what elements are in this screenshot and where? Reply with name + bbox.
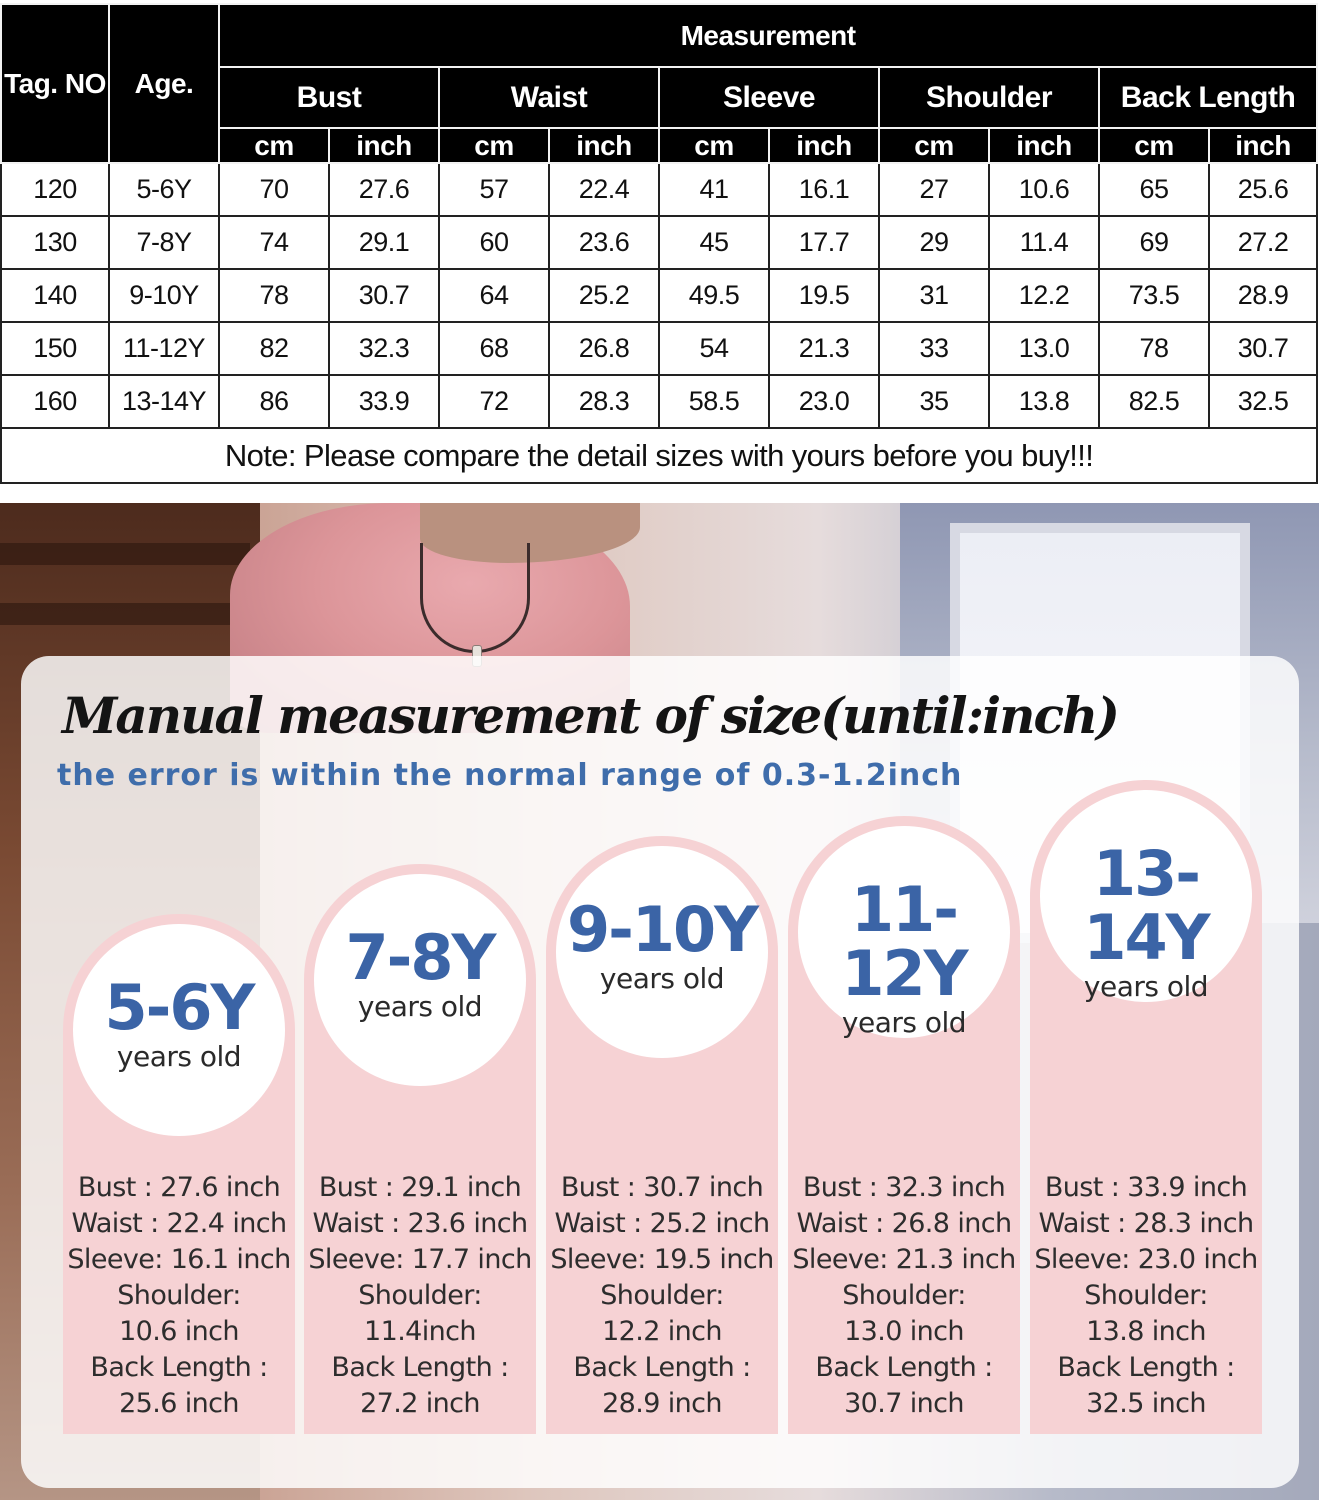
- group-header-back-length: Back Length: [1099, 67, 1317, 128]
- age-label: 13-14Y: [1083, 837, 1209, 974]
- spec-line: 28.9 inch: [602, 1388, 722, 1419]
- table-body: [1, 163, 1317, 428]
- table-row: [1, 269, 1317, 322]
- manual-measurement-title: Manual measurement of size(until:inch): [62, 686, 1118, 745]
- table-cell: 41: [659, 163, 769, 216]
- unit-header: cm: [439, 128, 549, 163]
- unit-header: cm: [659, 128, 769, 163]
- spec-line: Sleeve: 21.3 inch: [792, 1244, 1016, 1275]
- table-row: [1, 375, 1317, 428]
- spec-line: 10.6 inch: [119, 1316, 239, 1347]
- table-cell: 45: [659, 216, 769, 269]
- table-cell: 23.6: [549, 216, 659, 269]
- table-cell: 73.5: [1099, 269, 1209, 322]
- table-cell: 130: [1, 216, 109, 269]
- spec-line: 13.8 inch: [1086, 1316, 1206, 1347]
- size-specs: [546, 1170, 778, 1422]
- table-cell: 23.0: [769, 375, 879, 428]
- age-label: 5-6Y: [104, 971, 254, 1044]
- table-cell: 69: [1099, 216, 1209, 269]
- table-cell: 68: [439, 322, 549, 375]
- unit-header: cm: [1099, 128, 1209, 163]
- size-specs: [1030, 1170, 1262, 1422]
- table-cell: 30.7: [329, 269, 439, 322]
- spec-line: Sleeve: 16.1 inch: [67, 1244, 291, 1275]
- spec-line: 25.6 inch: [119, 1388, 239, 1419]
- table-cell: 150: [1, 322, 109, 375]
- age-circle: [1040, 790, 1252, 1002]
- spec-line: Back Length :: [331, 1352, 509, 1383]
- spec-line: Waist : 22.4 inch: [71, 1208, 287, 1239]
- table-cell: 60: [439, 216, 549, 269]
- unit-header: inch: [329, 128, 439, 163]
- age-circle: [73, 924, 285, 1136]
- size-card-9-10y: [546, 836, 778, 1434]
- measurement-header: Measurement: [219, 4, 1317, 67]
- spec-line: Shoulder:: [600, 1280, 724, 1311]
- table-header-row: [1, 4, 1317, 67]
- table-cell: 120: [1, 163, 109, 216]
- table-cell: 27.6: [329, 163, 439, 216]
- group-header-sleeve: Sleeve: [659, 67, 879, 128]
- spec-line: Waist : 25.2 inch: [554, 1208, 770, 1239]
- spec-line: 30.7 inch: [844, 1388, 964, 1419]
- table-cell: 64: [439, 269, 549, 322]
- table-cell: 82.5: [1099, 375, 1209, 428]
- spec-line: Back Length :: [573, 1352, 751, 1383]
- table-row: [1, 322, 1317, 375]
- table-cell: 22.4: [549, 163, 659, 216]
- spec-line: Shoulder:: [1084, 1280, 1208, 1311]
- spec-line: Back Length :: [815, 1352, 993, 1383]
- age-header: Age.: [109, 4, 219, 163]
- unit-header: inch: [1209, 128, 1317, 163]
- spec-line: 12.2 inch: [602, 1316, 722, 1347]
- spec-line: Sleeve: 23.0 inch: [1034, 1244, 1258, 1275]
- table-cell: 17.7: [769, 216, 879, 269]
- unit-header: inch: [989, 128, 1099, 163]
- age-circle: [798, 826, 1010, 1038]
- table-cell: 35: [879, 375, 989, 428]
- table-cell: 11.4: [989, 216, 1099, 269]
- unit-header: inch: [769, 128, 879, 163]
- table-cell: 10.6: [989, 163, 1099, 216]
- size-specs: [788, 1170, 1020, 1422]
- spec-line: Bust : 30.7 inch: [560, 1172, 764, 1203]
- age-sublabel: years old: [1083, 970, 1209, 1003]
- age-sublabel: years old: [116, 1040, 242, 1073]
- table-cell: 7-8Y: [109, 216, 219, 269]
- age-sublabel: years old: [357, 990, 483, 1023]
- table-row: [1, 163, 1317, 216]
- table-cell: 13.0: [989, 322, 1099, 375]
- table-cell: 9-10Y: [109, 269, 219, 322]
- spec-line: Back Length :: [1057, 1352, 1235, 1383]
- table-cell: 25.2: [549, 269, 659, 322]
- unit-header: inch: [549, 128, 659, 163]
- spec-line: Bust : 33.9 inch: [1044, 1172, 1248, 1203]
- table-cell: 25.6: [1209, 163, 1317, 216]
- table-row: [1, 216, 1317, 269]
- table-cell: 11-12Y: [109, 322, 219, 375]
- table-cell: 65: [1099, 163, 1209, 216]
- spec-line: Shoulder:: [358, 1280, 482, 1311]
- age-sublabel: years old: [599, 962, 725, 995]
- table-cell: 13-14Y: [109, 375, 219, 428]
- size-card-11-12y: [788, 816, 1020, 1434]
- group-header-bust: Bust: [219, 67, 439, 128]
- table-cell: 82: [219, 322, 329, 375]
- table-cell: 54: [659, 322, 769, 375]
- age-label: 9-10Y: [566, 893, 758, 966]
- spec-line: Waist : 28.3 inch: [1038, 1208, 1254, 1239]
- spec-line: Bust : 29.1 inch: [318, 1172, 522, 1203]
- spec-line: 27.2 inch: [360, 1388, 480, 1419]
- age-circle: [314, 874, 526, 1086]
- table-cell: 33: [879, 322, 989, 375]
- table-cell: 140: [1, 269, 109, 322]
- table-cell: 72: [439, 375, 549, 428]
- table-cell: 21.3: [769, 322, 879, 375]
- table-cell: 5-6Y: [109, 163, 219, 216]
- spec-line: Sleeve: 17.7 inch: [308, 1244, 532, 1275]
- table-cell: 27.2: [1209, 216, 1317, 269]
- table-cell: 160: [1, 375, 109, 428]
- necklace: [420, 543, 530, 653]
- table-cell: 29: [879, 216, 989, 269]
- chair-slat: [0, 543, 250, 565]
- manual-measurement-subtitle: the error is within the normal range of 0.3-1.2inch: [57, 758, 963, 793]
- unit-header: cm: [219, 128, 329, 163]
- spec-line: Sleeve: 19.5 inch: [550, 1244, 774, 1275]
- table-cell: 57: [439, 163, 549, 216]
- table-cell: 13.8: [989, 375, 1099, 428]
- spec-line: Shoulder:: [842, 1280, 966, 1311]
- size-card-5-6y: [63, 914, 295, 1434]
- table-cell: 28.3: [549, 375, 659, 428]
- age-label: 11-12Y: [841, 873, 967, 1010]
- unit-header: cm: [879, 128, 989, 163]
- table-cell: 78: [1099, 322, 1209, 375]
- table-cell: 33.9: [329, 375, 439, 428]
- group-header-shoulder: Shoulder: [879, 67, 1099, 128]
- size-specs: [63, 1170, 295, 1422]
- table-cell: 27: [879, 163, 989, 216]
- size-specs: [304, 1170, 536, 1422]
- table-cell: 74: [219, 216, 329, 269]
- tag-no-header: Tag. NO: [1, 4, 109, 163]
- age-label: 7-8Y: [345, 921, 495, 994]
- spec-line: Shoulder:: [117, 1280, 241, 1311]
- table-cell: 32.5: [1209, 375, 1317, 428]
- table-cell: 70: [219, 163, 329, 216]
- table-cell: 31: [879, 269, 989, 322]
- size-card-7-8y: [304, 864, 536, 1434]
- table-cell: 12.2: [989, 269, 1099, 322]
- table-cell: 49.5: [659, 269, 769, 322]
- size-note: Note: Please compare the detail sizes with yours before you buy!!!: [1, 428, 1317, 483]
- table-cell: 58.5: [659, 375, 769, 428]
- spec-line: Bust : 32.3 inch: [802, 1172, 1006, 1203]
- group-header-waist: Waist: [439, 67, 659, 128]
- size-card-13-14y: [1030, 780, 1262, 1434]
- age-sublabel: years old: [841, 1006, 967, 1039]
- spec-line: Waist : 26.8 inch: [796, 1208, 1012, 1239]
- spec-line: 32.5 inch: [1086, 1388, 1206, 1419]
- spec-line: 13.0 inch: [844, 1316, 964, 1347]
- spec-line: Back Length :: [90, 1352, 268, 1383]
- chair-slat: [0, 603, 250, 625]
- table-cell: 32.3: [329, 322, 439, 375]
- spec-line: Waist : 23.6 inch: [312, 1208, 528, 1239]
- table-cell: 26.8: [549, 322, 659, 375]
- size-table: [0, 3, 1318, 484]
- table-cell: 29.1: [329, 216, 439, 269]
- table-cell: 30.7: [1209, 322, 1317, 375]
- spec-line: 11.4inch: [364, 1316, 476, 1347]
- age-circle: [556, 846, 768, 1058]
- table-cell: 86: [219, 375, 329, 428]
- table-cell: 16.1: [769, 163, 879, 216]
- table-cell: 28.9: [1209, 269, 1317, 322]
- table-cell: 78: [219, 269, 329, 322]
- spec-line: Bust : 27.6 inch: [77, 1172, 281, 1203]
- note-row: [1, 428, 1317, 483]
- table-cell: 19.5: [769, 269, 879, 322]
